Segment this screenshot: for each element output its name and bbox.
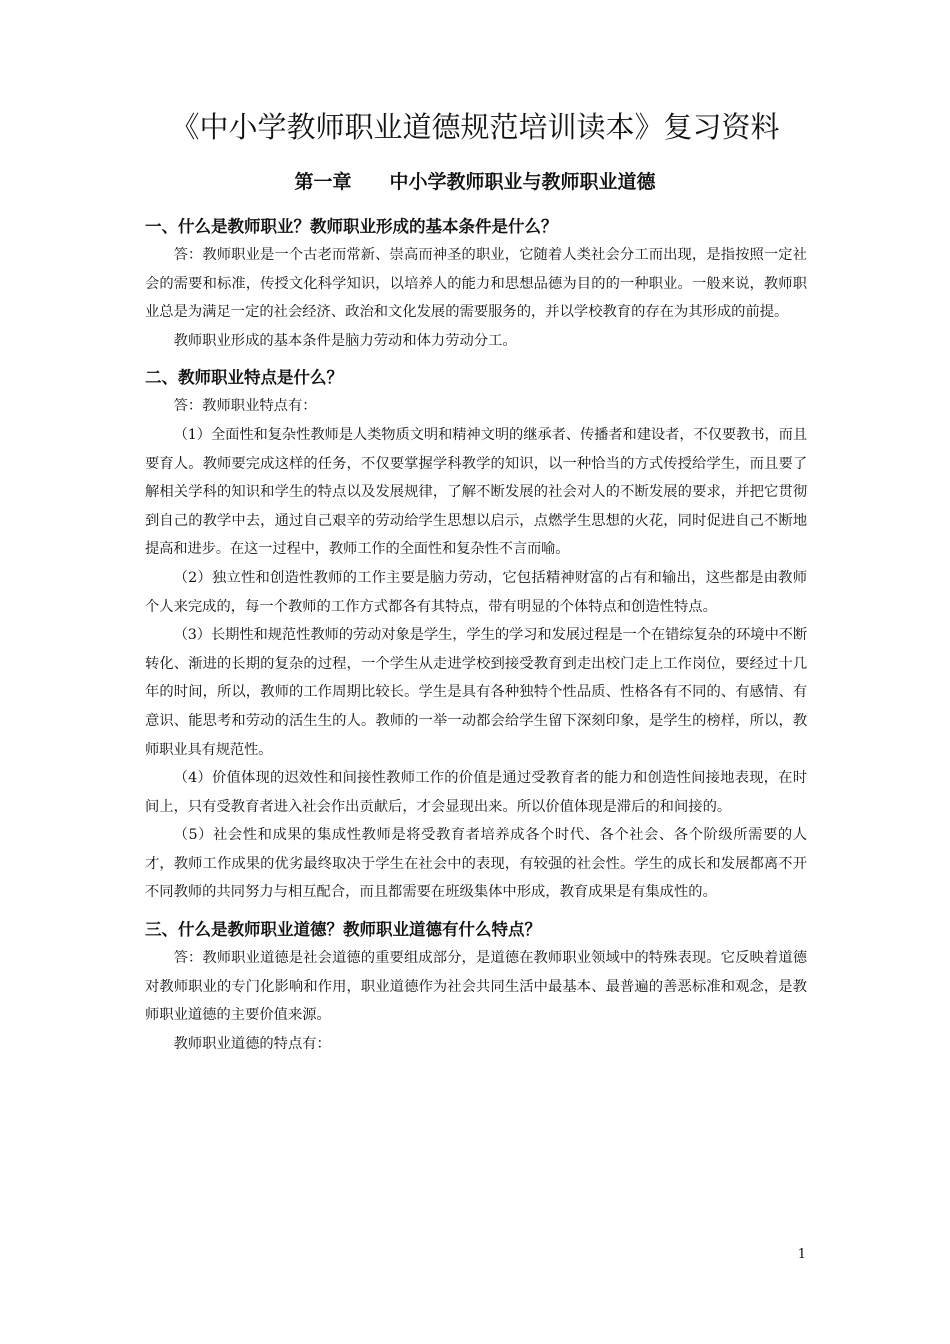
paragraph: （3）长期性和规范性教师的劳动对象是学生，学生的学习和发展过程是一个在错综复杂的环境中不断转化、渐进的长期的复杂的过程，一个学生从走进学校到接受教育到走出校门走上工作岗位，要经过十几年的时间，所以，教师的工作周期比较长。学生是具有各种独特个性品质、性格各有不同的、有感情、有意识、能思考和劳动的活生生的人。教师的一举一动都会给学生留下深刻印象，是学生的榜样，所以，教师职业具有规范性。 [145, 627, 807, 758]
section-1 [145, 212, 807, 355]
chapter-title: 第一章 中小学教师职业与教师职业道德 [294, 171, 656, 193]
paragraph: 答：教师职业是一个古老而常新、崇高而神圣的职业，它随着人类社会分工而出现，是指按照一定社会的需要和标准，传授文化科学知识，以培养人的能力和思想品德为目的的一种职业。一般来说，教师职业总是为满足一定的社会经济、政治和文化发展的需要服务的，并以学校教育的存在为其形成的前提。 [145, 247, 807, 321]
document-body [145, 212, 807, 1058]
paragraph: （4）价值体现的迟效性和间接性教师工作的价值是通过受教育者的能力和创造性间接地表现，在时间上，只有受教育者进入社会作出贡献后，才会显现出来。所以价值体现是滞后的和间接的。 [145, 770, 807, 815]
paragraph: 答：教师职业道德是社会道德的重要组成部分，是道德在教师职业领域中的特殊表现。它反映着道德对教师职业的专门化影响和作用，职业道德作为社会共同生活中最基本、最普遍的善恶标准和观念，是教师职业道德的主要价值来源。 [145, 950, 807, 1024]
paragraph: （5）社会性和成果的集成性教师是将受教育者培养成各个时代、各个社会、各个阶级所需要的人才，教师工作成果的优劣最终取决于学生在社会中的表现，有较强的社会性。学生的成长和发展都离不开不同教师的共同努力与相互配合，而且都需要在班级集体中形成，教育成果是有集成性的。 [145, 827, 807, 901]
section-3 [145, 915, 807, 1058]
paragraph: 教师职业道德的特点有： [173, 1035, 331, 1052]
paragraph: 答：教师职业特点有： [173, 398, 317, 415]
page-number: 1 [797, 1247, 806, 1262]
document-title: 《中小学教师职业道德规范培训读本》复习资料 [170, 110, 780, 144]
paragraph: （1）全面性和复杂性教师是人类物质文明和精神文明的继承者、传播者和建设者，不仅要教书，而且要育人。教师要完成这样的任务，不仅要掌握学科教学的知识，以一种恰当的方式传授给学生，而且要了解相关学科的知识和学生的特点以及发展规律，了解不断发展的社会对人的不断发展的要求，并把它贯彻到自己的教学中去，通过自己艰辛的劳动给学生思想以启示，点燃学生思想的火花，同时促进自己不断地提高和进步。在这一过程中，教师工作的全面性和复杂性不言而喻。 [145, 426, 807, 558]
section-2 [145, 363, 807, 907]
section-heading: 一、什么是教师职业？教师职业形成的基本条件是什么？ [145, 217, 558, 236]
section-heading: 二、教师职业特点是什么？ [145, 368, 343, 388]
section-heading: 三、什么是教师职业道德？教师职业道德有什么特点？ [145, 920, 541, 940]
paragraph: （2）独立性和创造性教师的工作主要是脑力劳动，它包括精神财富的占有和输出，这些都是由教师个人来完成的，每一个教师的工作方式都各有其特点，带有明显的个体特点和创造性特点。 [145, 569, 807, 615]
paragraph: 教师职业形成的基本条件是脑力劳动和体力劳动分工。 [173, 332, 517, 349]
